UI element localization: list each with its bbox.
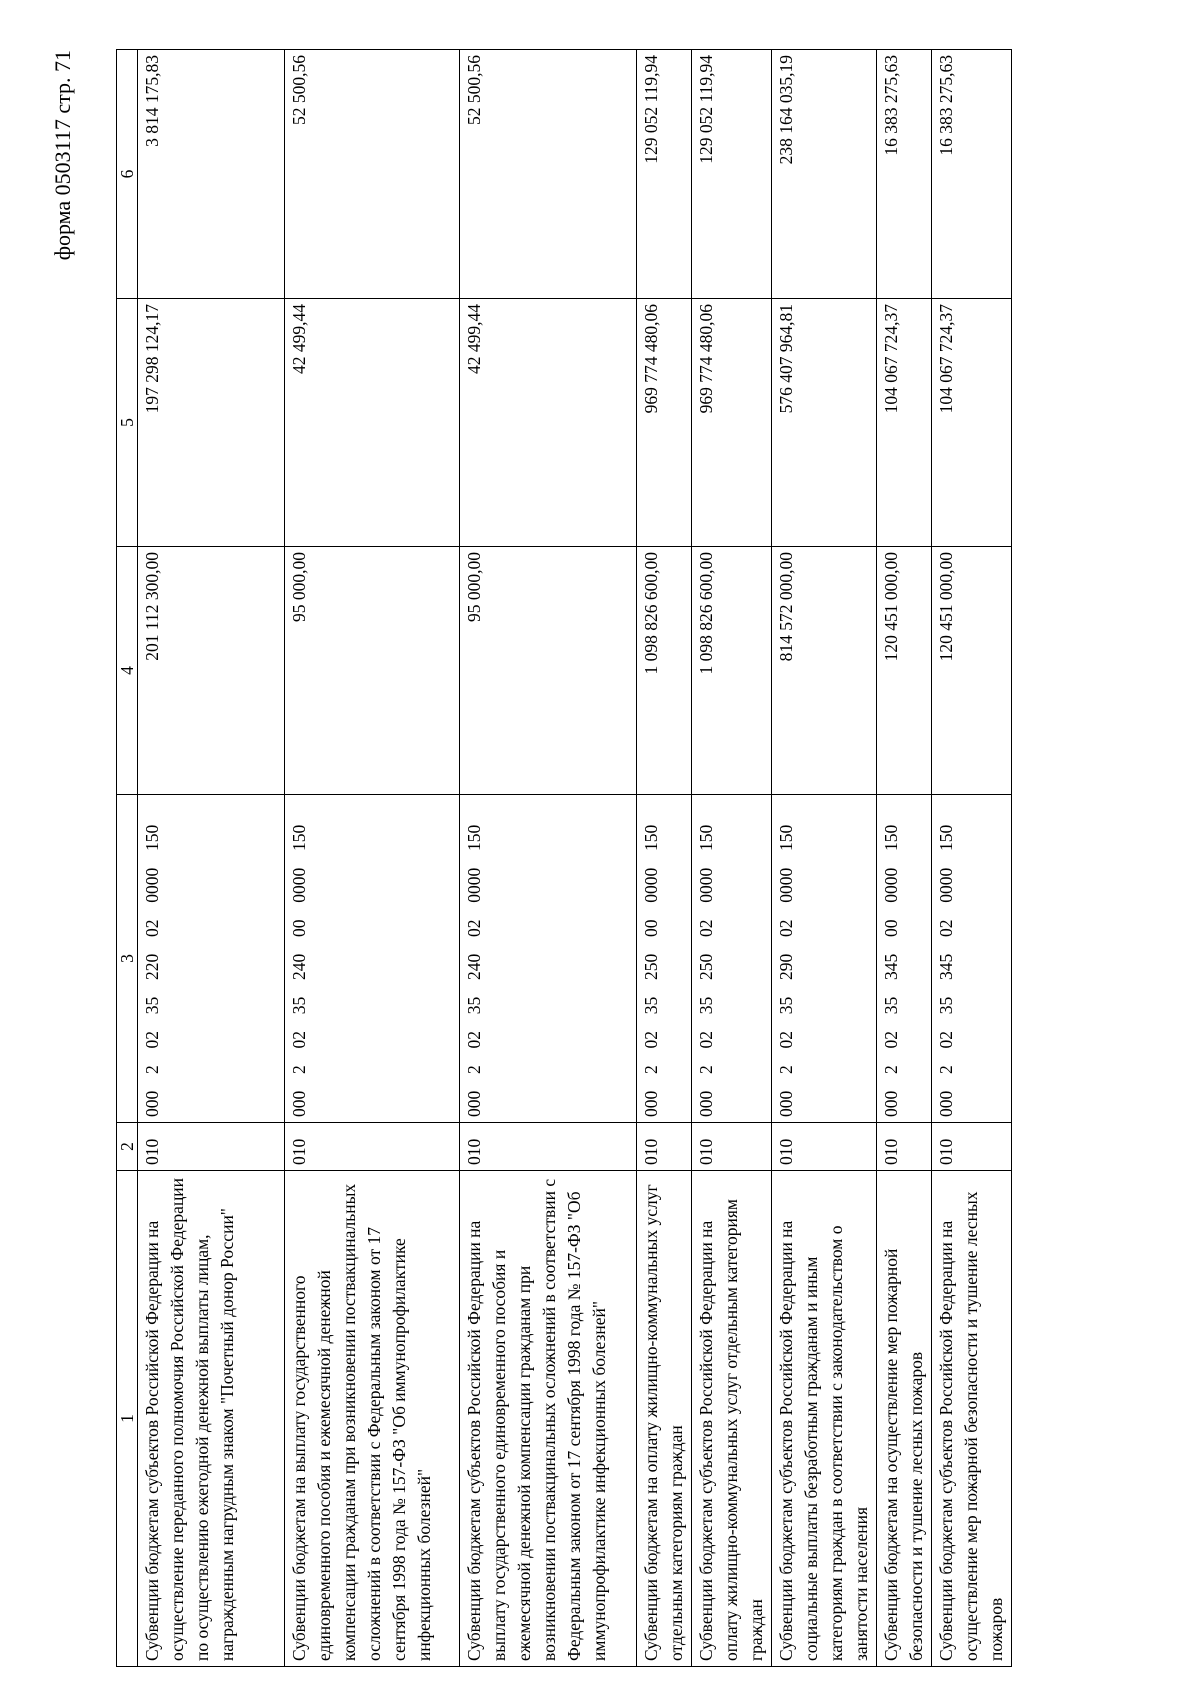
row-unexecuted: 129 052 119,94 (637, 50, 692, 299)
column-number-4: 4 (117, 547, 138, 795)
row-line-code: 010 (285, 1123, 460, 1171)
table-row (138, 50, 285, 1667)
row-line-code: 010 (460, 1123, 637, 1171)
column-number-2: 2 (117, 1123, 138, 1171)
row-name: Субвенции бюджетам субъектов Российской Федерации на социальные выплаты безработным гражданам и иным категориям граждан в соответствии с законодательством о занятости населения (772, 1171, 877, 1667)
row-income-code: 000 2 02 35 250 00 0000 150 (637, 795, 692, 1123)
row-unexecuted: 52 500,56 (460, 50, 637, 299)
column-number-row (117, 50, 138, 1667)
row-name: Субвенции бюджетам субъектов Российской Федерации на осуществление мер пожарной безопасности и тушение лесных пожаров (932, 1171, 1012, 1667)
column-number-5: 5 (117, 299, 138, 547)
row-name: Субвенции бюджетам субъектов Российской Федерации на осуществление переданного полномочия Российской Федерации по осуществлению ежегодной денежной выплаты лицам, награжденным нагрудным знаком "Почетный донор России" (138, 1171, 285, 1667)
row-name: Субвенции бюджетам на осуществление мер пожарной безопасности и тушение лесных пожаров (877, 1171, 932, 1667)
row-income-code: 000 2 02 35 345 00 0000 150 (877, 795, 932, 1123)
row-income-code: 000 2 02 35 345 02 0000 150 (932, 795, 1012, 1123)
row-line-code: 010 (877, 1123, 932, 1171)
table-row (692, 50, 772, 1667)
form-label: форма 0503117 стр. 71 (50, 50, 75, 261)
row-executed: 969 774 480,06 (692, 299, 772, 547)
row-approved: 95 000,00 (285, 547, 460, 795)
row-line-code: 010 (932, 1123, 1012, 1171)
row-income-code: 000 2 02 35 220 02 0000 150 (138, 795, 285, 1123)
row-income-code: 000 2 02 35 240 00 0000 150 (285, 795, 460, 1123)
rotated-page (50, 50, 1180, 1667)
row-name: Субвенции бюджетам субъектов Российской Федерации на оплату жилищно-коммунальных услуг отдельным категориям граждан (692, 1171, 772, 1667)
row-income-code: 000 2 02 35 290 02 0000 150 (772, 795, 877, 1123)
row-income-code: 000 2 02 35 240 02 0000 150 (460, 795, 637, 1123)
row-executed: 104 067 724,37 (932, 299, 1012, 547)
row-name: Субвенции бюджетам на выплату государственного единовременного пособия и ежемесячной денежной компенсации гражданам при возникновении поствакцинальных осложнений в соответствии с Федеральным законом от 17 сентября 1998 года № 157-ФЗ "Об иммунопрофилактике инфекционных болезней" (285, 1171, 460, 1667)
row-executed: 104 067 724,37 (877, 299, 932, 547)
row-approved: 120 451 000,00 (932, 547, 1012, 795)
row-unexecuted: 3 814 175,83 (138, 50, 285, 299)
row-line-code: 010 (637, 1123, 692, 1171)
row-unexecuted: 238 164 035,19 (772, 50, 877, 299)
row-executed: 576 407 964,81 (772, 299, 877, 547)
row-name: Субвенции бюджетам субъектов Российской Федерации на выплату государственного единовременного пособия и ежемесячной денежной компенсации гражданам при возникновении поствакцинальных осложнений в соответствии с Федеральным законом от 17 сентября 1998 года № 157-ФЗ "Об иммунопрофилактике инфекционных болезней" (460, 1171, 637, 1667)
row-approved: 814 572 000,00 (772, 547, 877, 795)
row-approved: 1 098 826 600,00 (692, 547, 772, 795)
row-line-code: 010 (692, 1123, 772, 1171)
row-approved: 201 112 300,00 (138, 547, 285, 795)
row-unexecuted: 129 052 119,94 (692, 50, 772, 299)
table-row (285, 50, 460, 1667)
row-executed: 42 499,44 (285, 299, 460, 547)
table-row (637, 50, 692, 1667)
row-line-code: 010 (138, 1123, 285, 1171)
row-line-code: 010 (772, 1123, 877, 1171)
row-unexecuted: 52 500,56 (285, 50, 460, 299)
table-row (772, 50, 877, 1667)
column-number-6: 6 (117, 50, 138, 299)
row-executed: 969 774 480,06 (637, 299, 692, 547)
table-row (877, 50, 932, 1667)
table-row (460, 50, 637, 1667)
table-row (932, 50, 1012, 1667)
row-unexecuted: 16 383 275,63 (932, 50, 1012, 299)
row-name: Субвенции бюджетам на оплату жилищно-коммунальных услуг отдельным категориям граждан (637, 1171, 692, 1667)
row-unexecuted: 16 383 275,63 (877, 50, 932, 299)
row-approved: 120 451 000,00 (877, 547, 932, 795)
row-executed: 42 499,44 (460, 299, 637, 547)
income-table (116, 49, 1012, 1667)
row-approved: 95 000,00 (460, 547, 637, 795)
row-approved: 1 098 826 600,00 (637, 547, 692, 795)
column-number-1: 1 (117, 1171, 138, 1667)
column-number-3: 3 (117, 795, 138, 1123)
row-income-code: 000 2 02 35 250 02 0000 150 (692, 795, 772, 1123)
row-executed: 197 298 124,17 (138, 299, 285, 547)
